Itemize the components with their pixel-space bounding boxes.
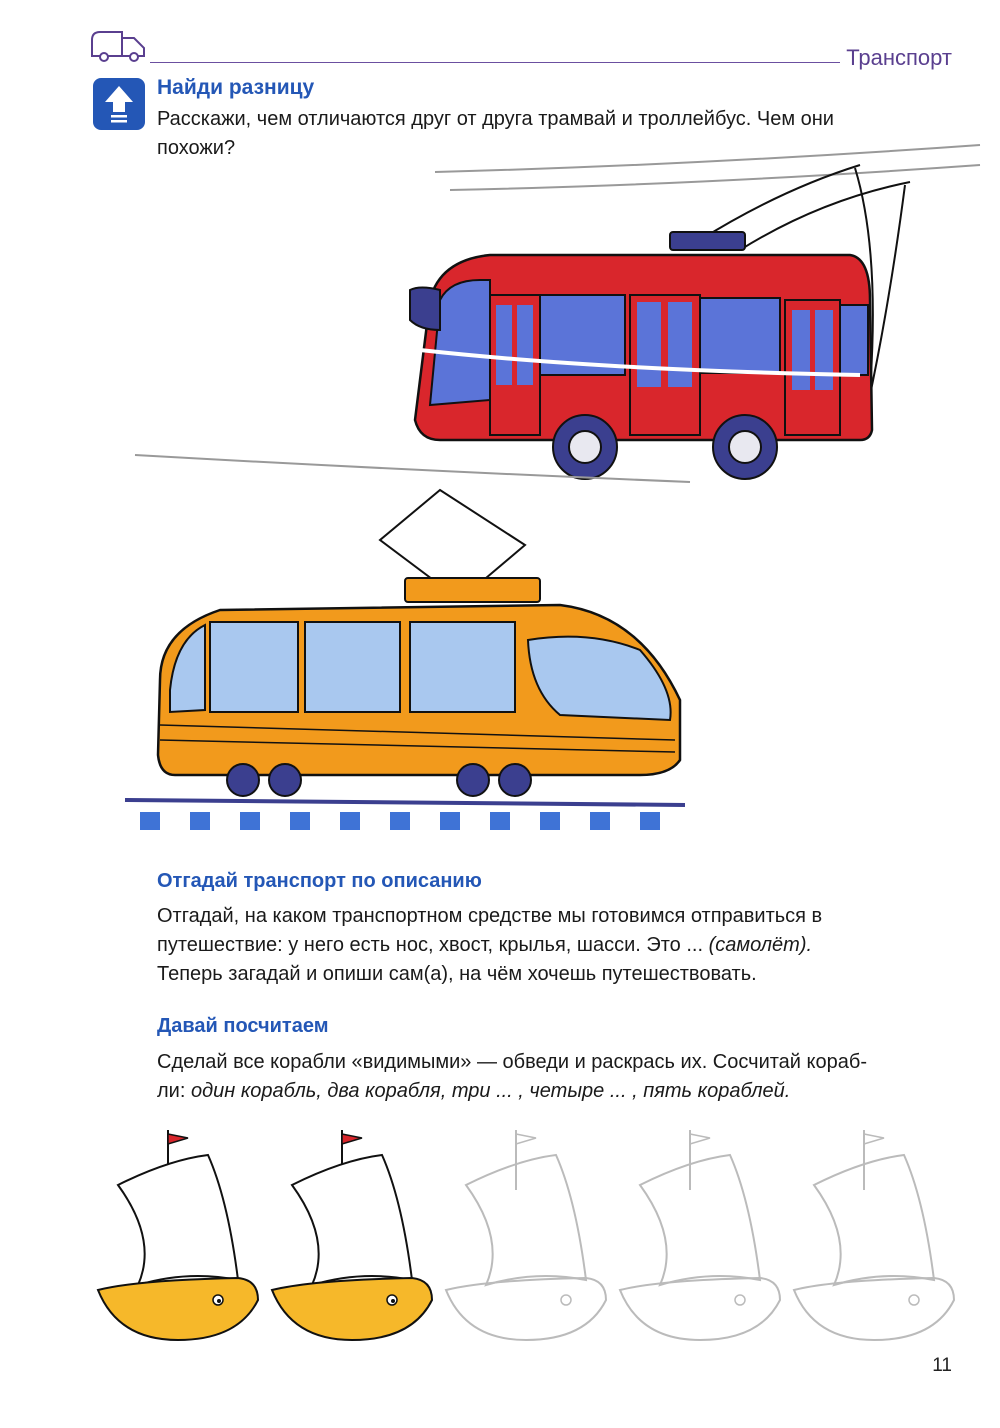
ship-colored-2 [272, 1130, 432, 1340]
page-number: 11 [932, 1355, 952, 1376]
tram-image [125, 455, 690, 830]
task2-line2 [157, 931, 812, 959]
count-1: один корабль, [190, 1080, 322, 1102]
count-3: три ... , [451, 1080, 524, 1102]
ship-colored-1 [98, 1130, 258, 1340]
ship-outline-3 [446, 1130, 606, 1340]
task2-title: Отгадай транспорт по описанию [157, 870, 482, 892]
count-4: четыре ... , [529, 1080, 638, 1102]
task2-line2-plain: путешествие: у него есть нос, хвост, крылья, шасси. Это ... [157, 934, 709, 956]
task1-text-line2: похожи? [157, 137, 236, 159]
task3-line2 [157, 1077, 790, 1105]
task2-answer: (самолёт). [708, 934, 813, 956]
task2-line1: Отгадай, на каком транспортном средстве мы готовимся отправиться в [157, 905, 823, 927]
ship-outline-4 [620, 1130, 780, 1340]
task2-line3: Теперь загадай и опиши сам(а), на чём хочешь путешествовать. [157, 963, 757, 985]
task1-text-line1: Расскажи, чем отличаются друг от друга трамвай и троллейбус. Чем они [157, 108, 834, 130]
section-title: Транспорт [846, 45, 952, 70]
task3-title: Давай посчитаем [157, 1015, 329, 1037]
count-2: два корабля, [327, 1080, 447, 1102]
task3-line2-prefix: ли: [157, 1080, 191, 1102]
ship-outline-5 [794, 1130, 954, 1340]
count-5: пять кораблей. [643, 1080, 791, 1102]
trolleybus-image [410, 145, 980, 479]
task3-line1: Сделай все корабли «видимыми» — обведи и раскрась их. Сосчитай кораб- [157, 1051, 867, 1073]
task1-title: Найди разницу [157, 76, 315, 99]
